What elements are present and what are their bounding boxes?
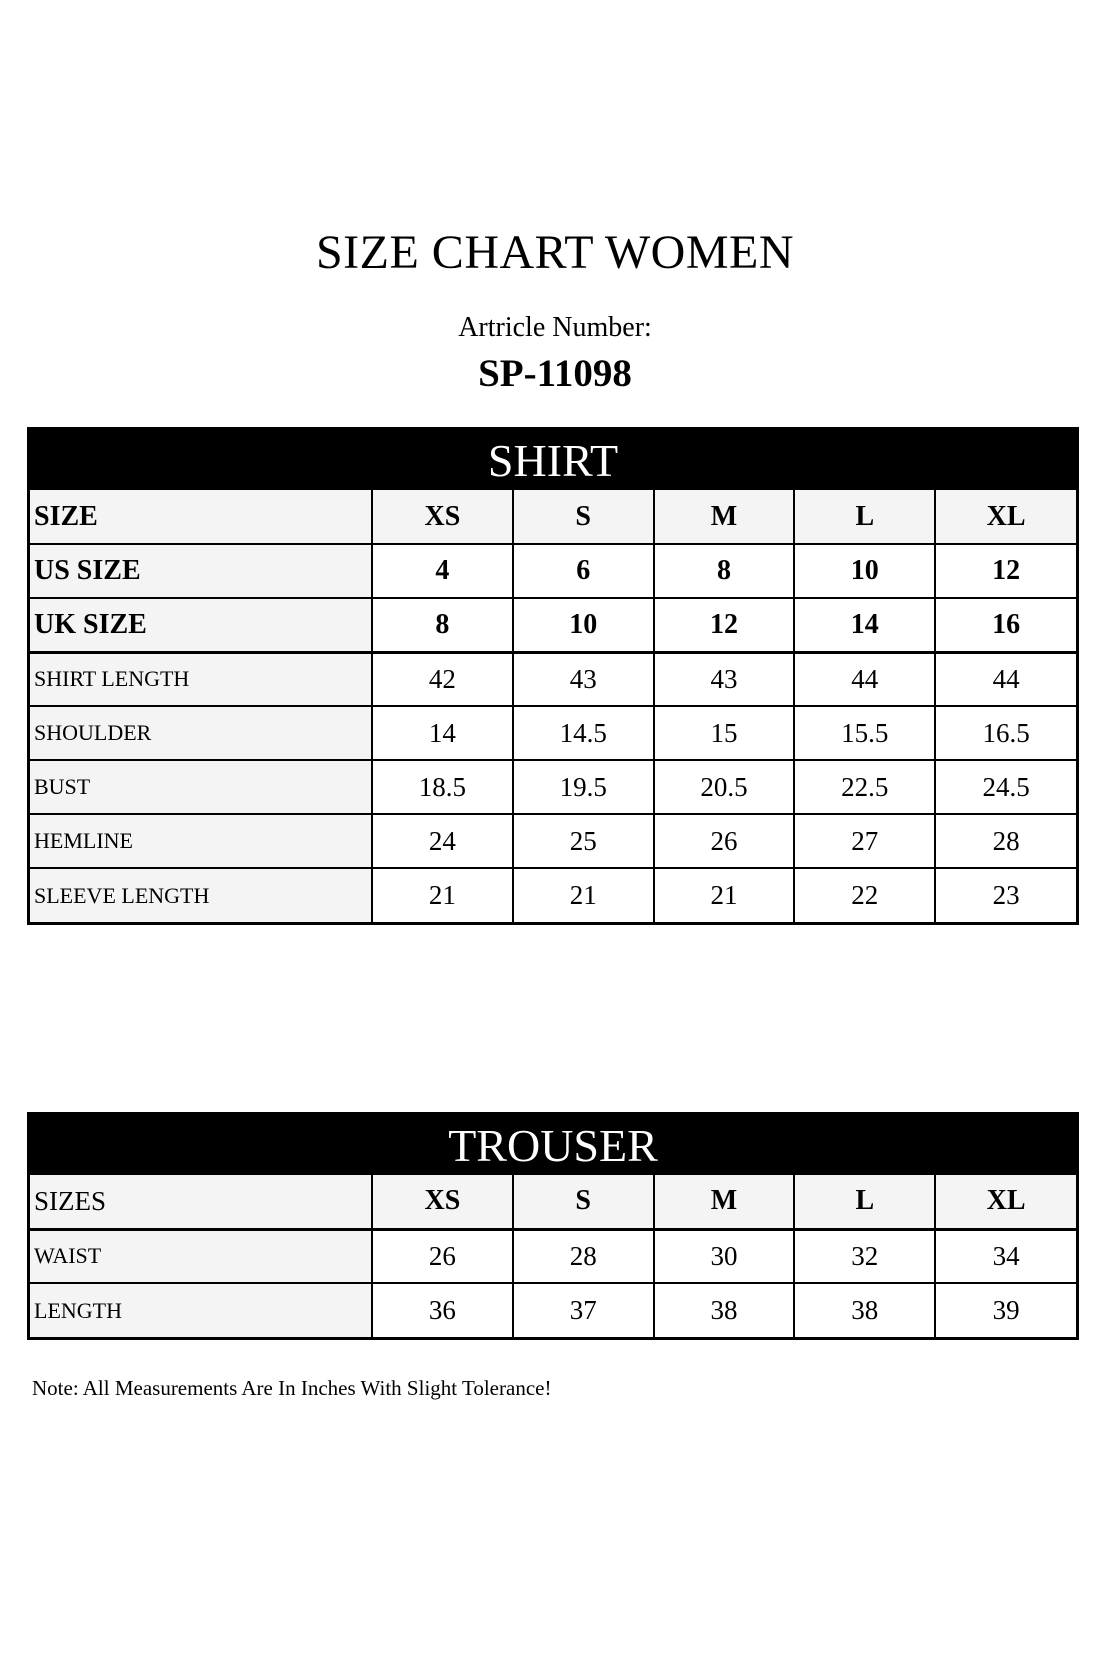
table-cell: 39 (935, 1283, 1076, 1337)
table-cell: 8 (654, 544, 795, 598)
table-cell: 24.5 (935, 760, 1076, 814)
row-label: LENGTH (30, 1283, 372, 1337)
row-label: HEMLINE (30, 814, 372, 868)
table-cell: 26 (654, 814, 795, 868)
row-label: SIZE (30, 490, 372, 544)
trouser-table-header: TROUSER (30, 1115, 1076, 1175)
table-row (30, 652, 1076, 706)
table-cell: 32 (794, 1229, 935, 1283)
table-row (30, 1229, 1076, 1283)
table-cell: 20.5 (654, 760, 795, 814)
shirt-size-table (27, 427, 1079, 925)
page-title: SIZE CHART WOMEN (315, 226, 794, 279)
measurement-note: Note: All Measurements Are In Inches With Slight Tolerance! (32, 1376, 552, 1400)
table-cell: 38 (794, 1283, 935, 1337)
table-cell: 10 (513, 598, 654, 652)
table-cell: 42 (372, 652, 513, 706)
table-cell: 23 (935, 868, 1076, 922)
table-cell: 16.5 (935, 706, 1076, 760)
trouser-table (30, 1175, 1076, 1337)
size-header-cell: XL (935, 490, 1076, 544)
table-cell: 8 (372, 598, 513, 652)
size-header-cell: L (794, 1175, 935, 1229)
row-label: SLEEVE LENGTH (30, 868, 372, 922)
row-label: SHIRT LENGTH (30, 652, 372, 706)
table-cell: 14 (372, 706, 513, 760)
table-cell: 12 (654, 598, 795, 652)
table-cell: 26 (372, 1229, 513, 1283)
table-row (30, 1175, 1076, 1229)
table-cell: 24 (372, 814, 513, 868)
table-cell: 22 (794, 868, 935, 922)
table-row (30, 598, 1076, 652)
table-cell: 28 (513, 1229, 654, 1283)
row-label: UK SIZE (30, 598, 372, 652)
row-label: SHOULDER (30, 706, 372, 760)
table-cell: 14.5 (513, 706, 654, 760)
article-number: SP-11098 (478, 352, 632, 395)
table-cell: 22.5 (794, 760, 935, 814)
table-cell: 25 (513, 814, 654, 868)
table-row (30, 868, 1076, 922)
table-row (30, 544, 1076, 598)
table-cell: 37 (513, 1283, 654, 1337)
table-cell: 43 (654, 652, 795, 706)
size-header-cell: XS (372, 1175, 513, 1229)
table-cell: 43 (513, 652, 654, 706)
table-cell: 6 (513, 544, 654, 598)
size-header-cell: XL (935, 1175, 1076, 1229)
table-cell: 15 (654, 706, 795, 760)
table-row (30, 706, 1076, 760)
size-header-cell: M (654, 1175, 795, 1229)
table-cell: 44 (794, 652, 935, 706)
table-cell: 16 (935, 598, 1076, 652)
table-cell: 38 (654, 1283, 795, 1337)
shirt-table-header: SHIRT (30, 430, 1076, 490)
table-cell: 21 (654, 868, 795, 922)
table-row (30, 760, 1076, 814)
table-cell: 34 (935, 1229, 1076, 1283)
size-header-cell: L (794, 490, 935, 544)
trouser-size-table (27, 1112, 1079, 1340)
size-header-cell: M (654, 490, 795, 544)
table-row (30, 490, 1076, 544)
table-cell: 12 (935, 544, 1076, 598)
table-cell: 4 (372, 544, 513, 598)
table-row (30, 814, 1076, 868)
size-header-cell: S (513, 1175, 654, 1229)
table-cell: 10 (794, 544, 935, 598)
table-cell: 19.5 (513, 760, 654, 814)
row-label: WAIST (30, 1229, 372, 1283)
row-label: US SIZE (30, 544, 372, 598)
row-label: BUST (30, 760, 372, 814)
shirt-table (30, 490, 1076, 922)
table-cell: 36 (372, 1283, 513, 1337)
table-cell: 21 (372, 868, 513, 922)
table-cell: 18.5 (372, 760, 513, 814)
article-number-label: Artricle Number: (458, 312, 652, 343)
table-cell: 28 (935, 814, 1076, 868)
size-header-cell: XS (372, 490, 513, 544)
table-cell: 30 (654, 1229, 795, 1283)
size-header-cell: S (513, 490, 654, 544)
row-label: SIZES (30, 1175, 372, 1229)
table-cell: 14 (794, 598, 935, 652)
table-cell: 27 (794, 814, 935, 868)
table-cell: 21 (513, 868, 654, 922)
table-cell: 15.5 (794, 706, 935, 760)
table-cell: 44 (935, 652, 1076, 706)
table-row (30, 1283, 1076, 1337)
